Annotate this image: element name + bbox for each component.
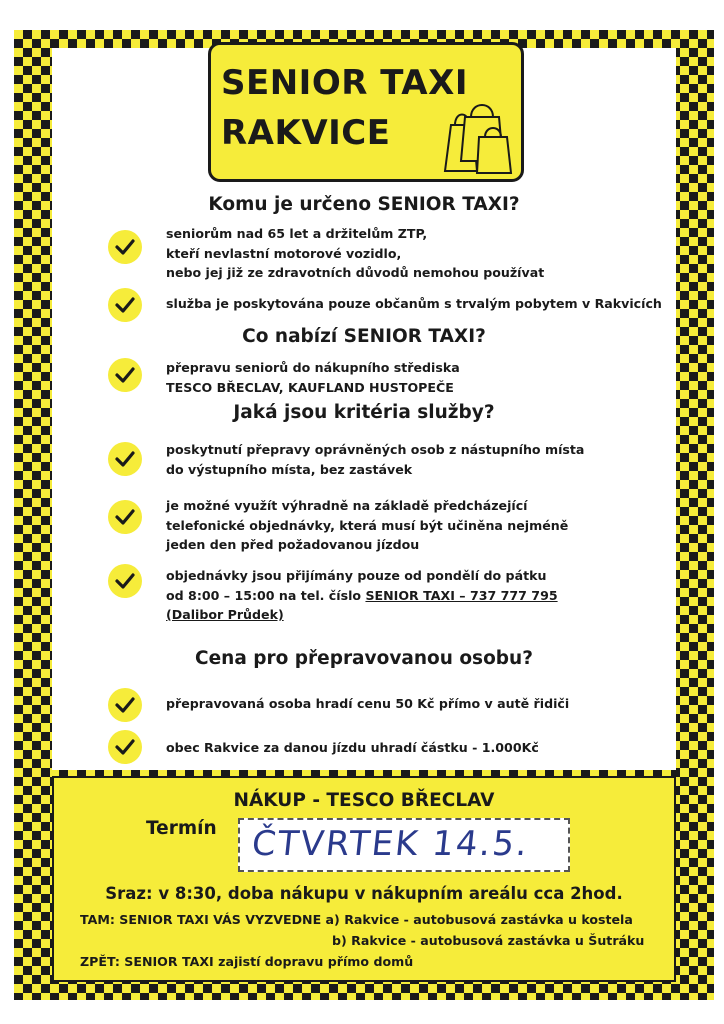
item-text: poskytnutí přepravy oprávněných osob z nástupního místa do výstupního místa, bez zastávek [166,442,585,477]
pickup-a: TAM: SENIOR TAXI VÁS VYZVEDNE a) Rakvice - autobusová zastávka u kostela [80,912,633,927]
checkmark-icon [108,288,142,322]
checkmark-icon [108,688,142,722]
title-box [208,42,524,182]
termin-label: Termín [146,818,217,839]
phone-number: SENIOR TAXI – 737 777 795 [365,587,558,603]
item-text: přepravovaná osoba hradí cenu 50 Kč přímo v autě řidiči [166,696,570,711]
shopping-bags-icon [443,99,515,175]
item-text: služba je poskytována pouze občanům s trvalým pobytem v Rakvicích [166,296,662,311]
heading-kriteria: Jaká jsou kritéria služby? [233,402,495,423]
title-line-2: RAKVICE [221,113,391,153]
checkmark-icon [108,500,142,534]
item-text: přepravu seniorů do nákupního střediska TESCO BŘECLAV, KAUFLAND HUSTOPEČE [166,360,460,395]
pickup-b: b) Rakvice - autobusová zastávka u Šutráku [332,933,645,948]
termin-field [238,818,570,872]
trip-info-panel [52,776,676,982]
heading-co-nabizi: Co nabízí SENIOR TAXI? [242,326,486,347]
trip-destination: NÁKUP - TESCO BŘECLAV [233,790,495,811]
checkmark-icon [108,230,142,264]
contact-name: (Dalibor Průdek) [166,607,284,622]
checkmark-icon [108,358,142,392]
termin-value: ČTVRTEK 14.5. [249,824,531,864]
item-text: objednávky jsou přijímány pouze od pondělí do pátku od 8:00 – 15:00 na tel. číslo SENIOR TAXI – 737 777 795 (Dalibor Průdek) [166,568,558,622]
return-info: ZPĚT: SENIOR TAXI zajistí dopravu přímo domů [80,954,414,969]
meeting-info: Sraz: v 8:30, doba nákupu v nákupním areálu cca 2hod. [105,884,623,903]
checkmark-icon [108,564,142,598]
item-text: je možné využít výhradně na základě předcházející telefonické objednávky, která musí být učiněna nejméně jeden den před požadovanou jízdou [166,498,569,552]
heading-komu: Komu je určeno SENIOR TAXI? [208,194,520,215]
checkmark-icon [108,730,142,764]
title-line-1: SENIOR TAXI [221,63,468,103]
heading-cena: Cena pro přepravovanou osobu? [195,648,533,669]
checkmark-icon [108,442,142,476]
item-text: obec Rakvice za danou jízdu uhradí částku - 1.000Kč [166,740,539,755]
item-text: seniorům nad 65 let a držitelům ZTP, kteří nevlastní motorové vozidlo, nebo jej již ze zdravotních důvodů nemohou používat [166,226,545,280]
